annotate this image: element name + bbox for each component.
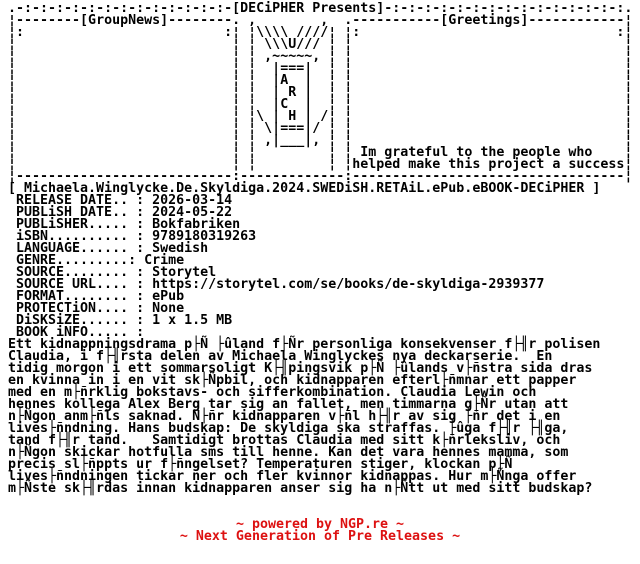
release-info-list bbox=[0, 195, 640, 339]
release-field-label: DiSKSiZE...... : bbox=[16, 313, 153, 328]
release-field-label: LANGUAGE...... : bbox=[16, 241, 153, 256]
release-field-value: ePub bbox=[152, 289, 185, 304]
release-field-label: PROTECTiON.... : bbox=[16, 301, 153, 316]
release-field-value: Bokfabriken bbox=[152, 217, 241, 232]
release-field-label: iSBN.......... : bbox=[16, 229, 153, 244]
release-field-label: BOOK iNFO..... : bbox=[16, 325, 153, 340]
release-field-label: FORMAT........ : bbox=[16, 289, 153, 304]
release-field-value: 9789180319263 bbox=[152, 229, 257, 244]
release-field-label: GENRE.........: bbox=[16, 253, 145, 268]
release-field-value: None bbox=[152, 301, 185, 316]
release-field-value: Storytel bbox=[152, 265, 217, 280]
release-field-value: Crime bbox=[144, 253, 185, 268]
footer-tagline: ~ Next Generation of Pre Releases ~ bbox=[179, 529, 461, 544]
release-field-label: RELEASE DATE.. : bbox=[16, 193, 153, 208]
release-field-value: Swedish bbox=[152, 241, 209, 256]
spacer bbox=[0, 495, 640, 519]
release-field-value: https://storytel.com/se/books/de-skyldiga-2939377 bbox=[152, 277, 545, 292]
release-name: [ Michaela.Winglycke.De.Skyldiga.2024.SWEDiSH.RETAiL.ePub.eBOOK-DECiPHER ] bbox=[8, 181, 601, 196]
footer-powered-by: ~ powered by NGP.re ~ bbox=[235, 517, 405, 532]
header-ascii-art: .-:-:-:-:-:-:-:-:-:-:-:-:-:-[DECiPHER Presents]-:-:-:-:-:-:-:-:-:-:-:-:-:-:-:. ¦--------[GroupNews]--------. , , .-----------[Greetings]------------¦ ¦: :¦ ¦\\\\ ////¦ ¦: :¦ ¦ ¦ ¦ \\\U/// ¦ ¦ ¦ ¦ ¦ ¦ ,~~~~~, ¦ ¦ ¦ ¦ ¦ ¦ |===| ¦ ¦ ¦ ¦ ¦ ¦ |A | ¦ ¦ ¦ ¦ ¦ ¦ | R | ¦ ¦ ¦ ¦ ¦ ¦ |C | ¦ ¦ ¦ ¦ ¦ ¦\ | H | /¦ ¦ ¦ ¦ ¦ ¦ \|===|/ ¦ ¦ ¦ ¦ ¦ ¦ ,|___|, ¦ ¦ ¦ ¦ ¦ ¦ ¦ ¦ Im grateful to the people who ¦ ¦ ¦ ¦ ¦ ¦helped make this project a success¦ ¦---------------------------:-------------:----------------------------------¦ bbox=[8, 1, 633, 184]
release-field-label: SOURCE URL.... : bbox=[16, 277, 153, 292]
book-description: Ett kidnappningsdrama p├Ñ ├ûland f├Ñr personliga konsekvenser f├╢r polisen Claudia, i f├╢rsta delen av Michaela Winglyckes nya deckarserie. En tidig morgon i ett sommarsoligt K├╢pingsvik p├Ñ ├ûlands v├ñstra sida dras en kvinna in i en vit sk├Ñpbil, och kidnapparen efterl├ñmnar ett papper med en m├ñrklig bokstavs- och sifferkombination. Claudia Lewin och hennes kollega Alex Berg tar sig an fallet, men timmarna g├Ñr utan att n├Ñgon anm├ñls saknad. N├ñr kidnapparen v├ñl h├╢r av sig ├ñr det i en lives├ñndning. Hans budskap: De skyldiga ska straffas. ├ûga f├╢r ├╢ga, tand f├╢r tand. Samtidigt brottas Claudia med sitt k├ñrleksliv, och n├Ñgon skickar hotfulla sms till henne. Kan det vara hennes mamma, som precis sl├ñppts ur f├ñngelset? Temperaturen stiger, klockan p├Ñ lives├ñndningen tickar ner och fler kvinnor kidnappas. Hur m├Ñnga offer m├Ñste sk├╢rdas innan kidnapparen anser sig ha n├Ñtt ut med sitt budskap? bbox=[8, 337, 601, 496]
release-field-value: 1 x 1.5 MB bbox=[152, 313, 233, 328]
release-field-label: PUBLiSHER..... : bbox=[16, 217, 153, 232]
release-field-label: PUBLiSH DATE.. : bbox=[16, 205, 153, 220]
release-field-value: 2026-03-14 bbox=[152, 193, 233, 208]
release-field-label: SOURCE........ : bbox=[16, 265, 153, 280]
release-field-value: 2024-05-22 bbox=[152, 205, 233, 220]
